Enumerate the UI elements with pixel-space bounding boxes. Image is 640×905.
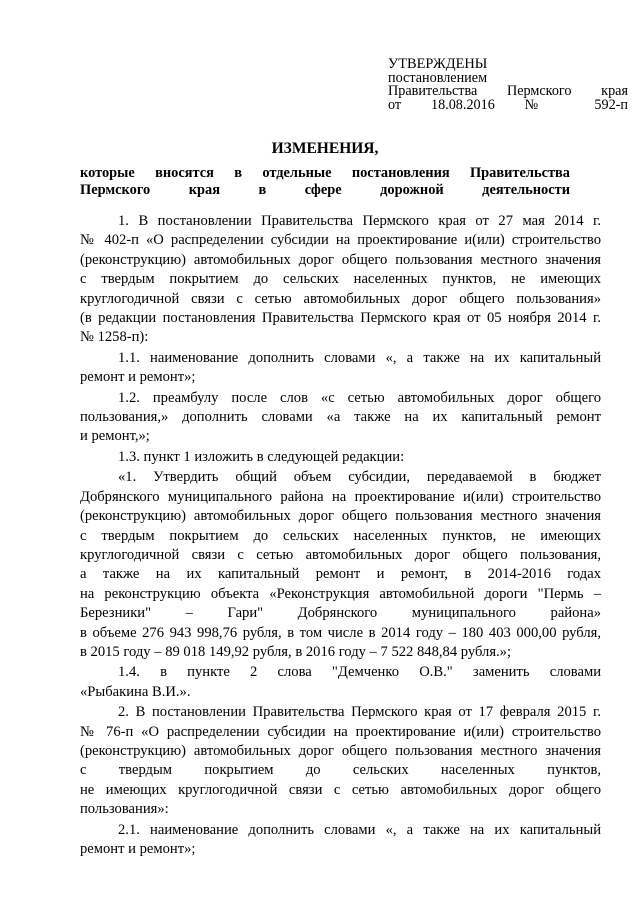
text-line: № 1258-п):: [80, 329, 149, 346]
paragraph-2: [80, 703, 601, 819]
text-line: (в редакции постановления Правительства Пермского края от 05 ноября 2014 г.: [80, 310, 601, 327]
paragraph-1-2: [80, 389, 601, 447]
text-line: круглогодичной связи с сетью автомобильных дорог общего пользования,: [80, 546, 601, 563]
text-line: с твердым покрытием до сельских населенных пунктов, не имеющих: [80, 271, 601, 288]
approval-line: Правительства Пермского края: [388, 83, 628, 99]
title-subtitle-line: которые вносятся в отдельные постановления Правительства: [80, 165, 570, 181]
text-line: «Рыбакина В.И.».: [80, 683, 191, 700]
title-heading: ИЗМЕНЕНИЯ,: [271, 140, 379, 157]
text-line: ремонт и ремонт»;: [80, 841, 196, 857]
text-line: и ремонт,»;: [80, 428, 150, 445]
text-line: Березники" – Гари" Добрянского муниципального района»: [80, 605, 601, 622]
text-line: на реконструкцию объекта «Реконструкция автомобильной дороги "Пермь –: [80, 585, 601, 602]
text-line: 2. В постановлении Правительства Пермского края от 17 февраля 2015 г.: [118, 704, 601, 721]
paragraph-2-1: [80, 821, 601, 860]
text-line: пользования,» дополнить словами «а также на их капитальный ремонт: [80, 409, 601, 426]
text-line: № 402-п «О распределении субсидии на проектирование и(или) строительство: [80, 232, 601, 249]
text-line: ремонт и ремонт»;: [80, 369, 196, 386]
text-line: 2.1. наименование дополнить словами «, а также на их капитальный: [118, 821, 601, 838]
text-line: 1.2. преамбулу после слов «с сетью автомобильных дорог общего: [118, 389, 601, 406]
paragraph-1-4: [80, 663, 601, 702]
approval-line: постановлением: [388, 69, 488, 86]
text-line: (реконструкцию) автомобильных дорог общего пользования местного значения: [80, 508, 601, 525]
text-line: «1. Утвердить общий объем субсидии, передаваемой в бюджет: [118, 469, 601, 486]
text-line: № 76-п «О распределении субсидии на проектирование и(или) строительство: [80, 723, 601, 740]
title-subtitle-line: Пермского края в сфере дорожной деятельности: [80, 182, 570, 198]
approval-line: УТВЕРЖДЕНЫ: [388, 56, 488, 72]
text-line: Добрянского муниципального района на проектирование и(или) строительство: [80, 488, 601, 505]
text-line: 1. В постановлении Правительства Пермского края от 27 мая 2014 г.: [118, 213, 601, 229]
approval-stamp: [388, 58, 628, 112]
paragraph-1-1: [80, 349, 601, 388]
text-line: 1.3. пункт 1 изложить в следующей редакции:: [118, 448, 405, 465]
approval-line: от 18.08.2016 № 592-п: [388, 96, 628, 113]
text-line: пользования»:: [80, 801, 169, 818]
text-line: в объеме 276 943 998,76 рубля, в том числе в 2014 году – 180 403 000,00 рубля,: [80, 624, 601, 641]
text-line: в 2015 году – 89 018 149,92 рубля, в 2016 году – 7 522 848,84 рубля.»;: [80, 643, 512, 660]
text-line: не имеющих круглогодичной связи с сетью автомобильных дорог общего: [80, 781, 601, 798]
paragraph-1-3: [80, 448, 601, 467]
text-line: 1.1. наименование дополнить словами «, а также на их капитальный: [118, 349, 601, 366]
document-body: [80, 212, 601, 860]
text-line: с твердым покрытием до сельских населенных пунктов, не имеющих: [80, 527, 601, 544]
paragraph-quoted: [80, 468, 601, 662]
text-line: с твердым покрытием до сельских населенных пунктов,: [80, 762, 601, 779]
text-line: а также на их капитальный ремонт и ремонт, в 2014-2016 годах: [80, 566, 601, 583]
text-line: (реконструкцию) автомобильных дорог общего пользования местного значения: [80, 251, 601, 268]
paragraph-1: [80, 212, 601, 348]
text-line: 1.4. в пункте 2 слова "Демченко О.В." заменить словами: [118, 664, 601, 681]
text-line: круглогодичной связи с сетью автомобильных дорог общего пользования»: [80, 290, 601, 307]
document-title: [80, 140, 570, 199]
text-line: (реконструкцию) автомобильных дорог общего пользования местного значения: [80, 742, 601, 759]
